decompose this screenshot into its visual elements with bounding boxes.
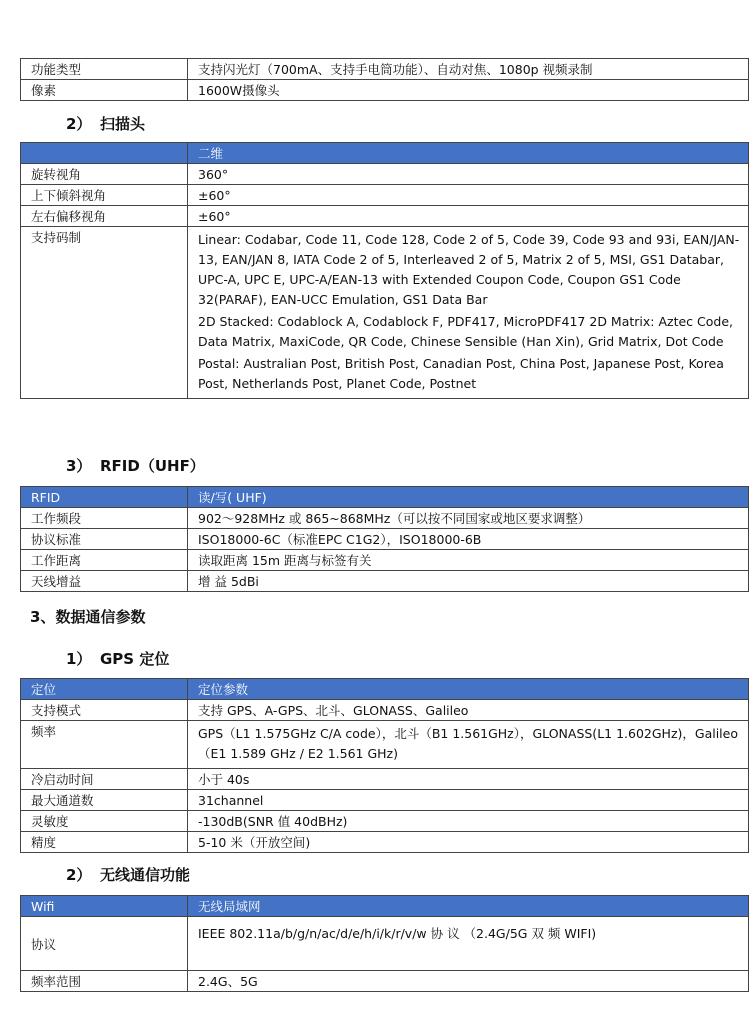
table-row [21, 508, 749, 529]
row-label: 左右偏移视角 [21, 206, 188, 227]
row-label: 冷启动时间 [21, 769, 188, 790]
header-value: 定位参数 [188, 679, 749, 700]
row-value: ±60° [188, 185, 749, 206]
row-value: ISO18000-6C（标准EPC C1G2），ISO18000-6B [188, 529, 749, 550]
header-label: RFID [21, 487, 188, 508]
2d-codes: 2D Stacked: Codablock A, Codablock F, PDF417, MicroPDF417 2D Matrix: Aztec Code, Data Matrix, MaxiCode, QR Code, Chinese Sensible (Han Xin), Grid Matrix, Dot Code [198, 314, 733, 349]
row-label: 工作频段 [21, 508, 188, 529]
section-title: GPS 定位 [100, 650, 170, 668]
symbology-list [188, 227, 749, 399]
row-value: 31channel [188, 790, 749, 811]
table-row [21, 206, 749, 227]
postal-codes: Postal: Australian Post, British Post, Canadian Post, China Post, Japanese Post, Korea Post, Netherlands Post, Planet Code, Postnet [198, 356, 724, 391]
row-value: 360° [188, 164, 749, 185]
header-label: 定位 [21, 679, 188, 700]
row-value: GPS（L1 1.575GHz C/A code），北斗（B1 1.561GHz），GLONASS(L1 1.602GHz)，Galileo（E1 1.589 GHz / E2 1.561 GHz) [188, 721, 749, 769]
section-title: 扫描头 [100, 115, 146, 133]
table-row [21, 769, 749, 790]
row-label: 功能类型 [21, 59, 188, 80]
row-label: 工作距离 [21, 550, 188, 571]
header-value: 无线局域网 [188, 896, 749, 917]
table-row [21, 80, 749, 101]
row-label: 频率 [21, 721, 188, 769]
section-number: 2） [66, 866, 92, 884]
section-title: RFID（UHF） [100, 457, 205, 475]
table-row [21, 185, 749, 206]
row-value: 支持 GPS、A-GPS、北斗、GLONASS、Galileo [188, 700, 749, 721]
linear-codes: Linear: Codabar, Code 11, Code 128, Code 2 of 5, Code 39, Code 93 and 93i, EAN/JAN-13, EAN/JAN 8, IATA Code 2 of 5, Interleaved 2 of 5, Matrix 2 of 5, MSI, GS1 Databar, UPC-A, UPC E, UPC-A/EAN-13 with Extended Coupon Code, Coupon GS1 Code 32(PARAF), EAN-UCC Emulation, GS1 Data Bar [198, 232, 740, 307]
row-value: 2.4G、5G [188, 971, 749, 992]
table-row [21, 529, 749, 550]
row-label: 频率范围 [21, 971, 188, 992]
row-label: 支持模式 [21, 700, 188, 721]
wireless-spec-table [20, 895, 749, 992]
table-row [21, 164, 749, 185]
row-value: 增 益 5dBi [188, 571, 749, 592]
table-row [21, 721, 749, 769]
section-title: 无线通信功能 [100, 866, 191, 884]
row-label: 天线增益 [21, 571, 188, 592]
section-number: 3） [66, 457, 92, 475]
table-row [21, 571, 749, 592]
row-label: 灵敏度 [21, 811, 188, 832]
row-label: 上下倾斜视角 [21, 185, 188, 206]
rfid-section-heading [66, 455, 205, 476]
wireless-section-heading [66, 864, 190, 885]
row-value: 1600W摄像头 [188, 80, 749, 101]
header-label [21, 143, 188, 164]
row-label: 支持码制 [21, 227, 188, 399]
table-row [21, 59, 749, 80]
scan-spec-table [20, 142, 749, 399]
table-row [21, 550, 749, 571]
table-header-row [21, 896, 749, 917]
row-label: 旋转视角 [21, 164, 188, 185]
table-row [21, 700, 749, 721]
row-value: 读取距离 15m 距离与标签有关 [188, 550, 749, 571]
table-header-row [21, 679, 749, 700]
row-label: 精度 [21, 832, 188, 853]
header-value: 二维 [188, 143, 749, 164]
data-comm-heading [30, 606, 145, 627]
table-row [21, 832, 749, 853]
row-value: 小于 40s [188, 769, 749, 790]
table-row [21, 227, 749, 399]
row-value: -130dB(SNR 值 40dBHz) [188, 811, 749, 832]
table-header-row [21, 143, 749, 164]
section-number: 2） [66, 115, 92, 133]
row-label: 最大通道数 [21, 790, 188, 811]
row-label: 像素 [21, 80, 188, 101]
table-row [21, 917, 749, 971]
table-row [21, 971, 749, 992]
header-value: 读/写( UHF) [188, 487, 749, 508]
row-value: ±60° [188, 206, 749, 227]
top-spec-table [20, 58, 749, 101]
row-value: 支持闪光灯（700mA、支持手电筒功能）、自动对焦、1080p 视频录制 [188, 59, 749, 80]
row-label: 协议标准 [21, 529, 188, 550]
gps-section-heading [66, 648, 169, 669]
section-number: 3、 [30, 608, 56, 626]
row-label: 协议 [21, 917, 188, 971]
section-number: 1） [66, 650, 92, 668]
section-title: 数据通信参数 [55, 608, 146, 626]
header-label: Wifi [21, 896, 188, 917]
gps-spec-table [20, 678, 749, 853]
row-value: IEEE 802.11a/b/g/n/ac/d/e/h/i/k/r/v/w 协 议 （2.4G/5G 双 频 WIFI) [188, 917, 749, 971]
scan-section-heading [66, 113, 145, 134]
row-value: 902～928MHz 或 865~868MHz（可以按不同国家或地区要求调整） [188, 508, 749, 529]
table-row [21, 790, 749, 811]
rfid-spec-table [20, 486, 749, 592]
row-value: 5-10 米（开放空间) [188, 832, 749, 853]
table-header-row [21, 487, 749, 508]
table-row [21, 811, 749, 832]
